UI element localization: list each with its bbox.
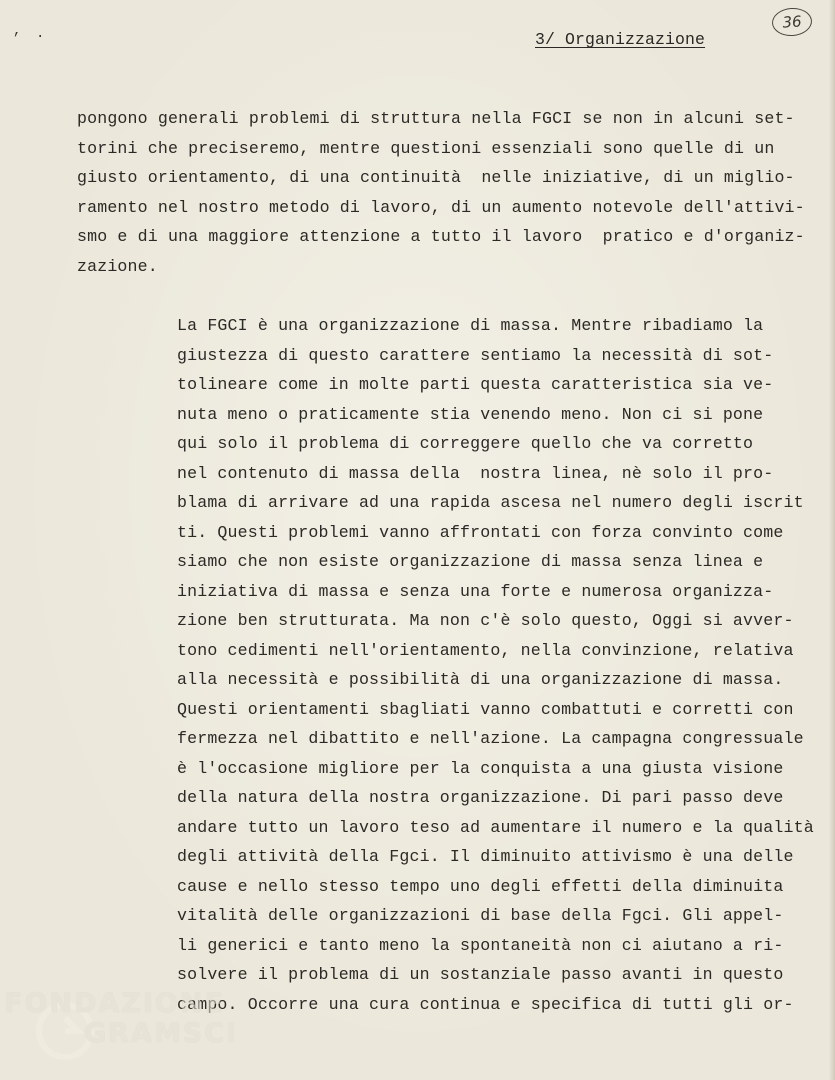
paragraph — [77, 104, 805, 281]
text-line: solvere il problema di un sostanziale passo avanti in questo — [177, 965, 784, 984]
text-line: nuta meno o praticamente stia venendo meno. Non ci si pone — [177, 404, 764, 424]
text-line: blama di arrivare ad una rapida ascesa nel numero degli iscrit — [177, 493, 804, 512]
text-line: torini che preciseremo, mentre questioni essenziali sono quelle di un — [77, 138, 775, 158]
text-line: tolineare come in molte parti questa caratteristica sia ve- — [177, 375, 774, 394]
section-title: 3/ Organizzazione — [535, 30, 706, 49]
text-line: della natura della nostra organizzazione. Di pari passo deve — [177, 788, 784, 807]
text-line: giusto orientamento, di una continuità nelle iniziative, di un miglio- — [77, 168, 795, 187]
text-line: smo e di una maggiore attenzione a tutto il lavoro pratico e d'organiz- — [77, 227, 805, 246]
page-number: 36 — [771, 7, 813, 38]
corner-mark: , — [13, 23, 22, 39]
text-line: andare tutto un lavoro teso ad aumentare il numero e la qualità — [177, 817, 814, 837]
text-line: è l'occasione migliore per la conquista a una giusta visione — [177, 758, 784, 778]
archive-watermark — [4, 988, 239, 1068]
paragraph — [177, 311, 814, 1019]
text-line: giustezza di questo carattere sentiamo la necessità di sot- — [177, 345, 774, 365]
text-line: ramento nel nostro metodo di lavoro, di un aumento notevole dell'attivi- — [77, 197, 805, 217]
text-line: La FGCI è una organizzazione di massa. Mentre ribadiamo la — [177, 316, 764, 335]
text-line: campo. Occorre una cura continua e specifica di tutti gli or- — [177, 994, 794, 1014]
text-line: ti. Questi problemi vanno affrontati con forza convinto come — [177, 522, 784, 542]
text-line: Questi orientamenti sbagliati vanno combattuti e corretti con — [177, 699, 794, 719]
section-header — [535, 30, 705, 49]
text-line: zione ben strutturata. Ma non c'è solo questo, Oggi si avver- — [177, 611, 794, 630]
text-line: qui solo il problema di correggere quello che va corretto — [177, 434, 754, 453]
text-line: nel contenuto di massa della nostra linea, nè solo il pro- — [177, 463, 774, 483]
text-line: degli attività della Fgci. Il diminuito attivismo è una delle — [177, 847, 794, 866]
text-line: iniziativa di massa e senza una forte e numerosa organizza- — [177, 581, 774, 601]
text-line: zazione. — [77, 256, 158, 276]
text-line: li generici e tanto meno la spontaneità non ci aiutano a ri- — [177, 935, 784, 955]
page-edge-shadow — [829, 0, 835, 1080]
text-line: vitalità delle organizzazioni di base della Fgci. Gli appel- — [177, 906, 784, 925]
corner-mark: · — [36, 29, 45, 45]
text-line: tono cedimenti nell'orientamento, nella convinzione, relativa — [177, 640, 794, 660]
text-line: siamo che non esiste organizzazione di massa senza linea e — [177, 552, 764, 571]
text-line: alla necessità e possibilità di una organizzazione di massa. — [177, 670, 784, 689]
watermark-text: GRAMSCI — [84, 1018, 239, 1049]
text-line: pongono generali problemi di struttura nella FGCI se non in alcuni set- — [77, 109, 795, 128]
text-line: fermezza nel dibattito e nell'azione. La campagna congressuale — [177, 729, 804, 748]
watermark-text: FONDAZIONE — [4, 988, 225, 1019]
text-line: cause e nello stesso tempo uno degli effetti della diminuita — [177, 876, 784, 896]
